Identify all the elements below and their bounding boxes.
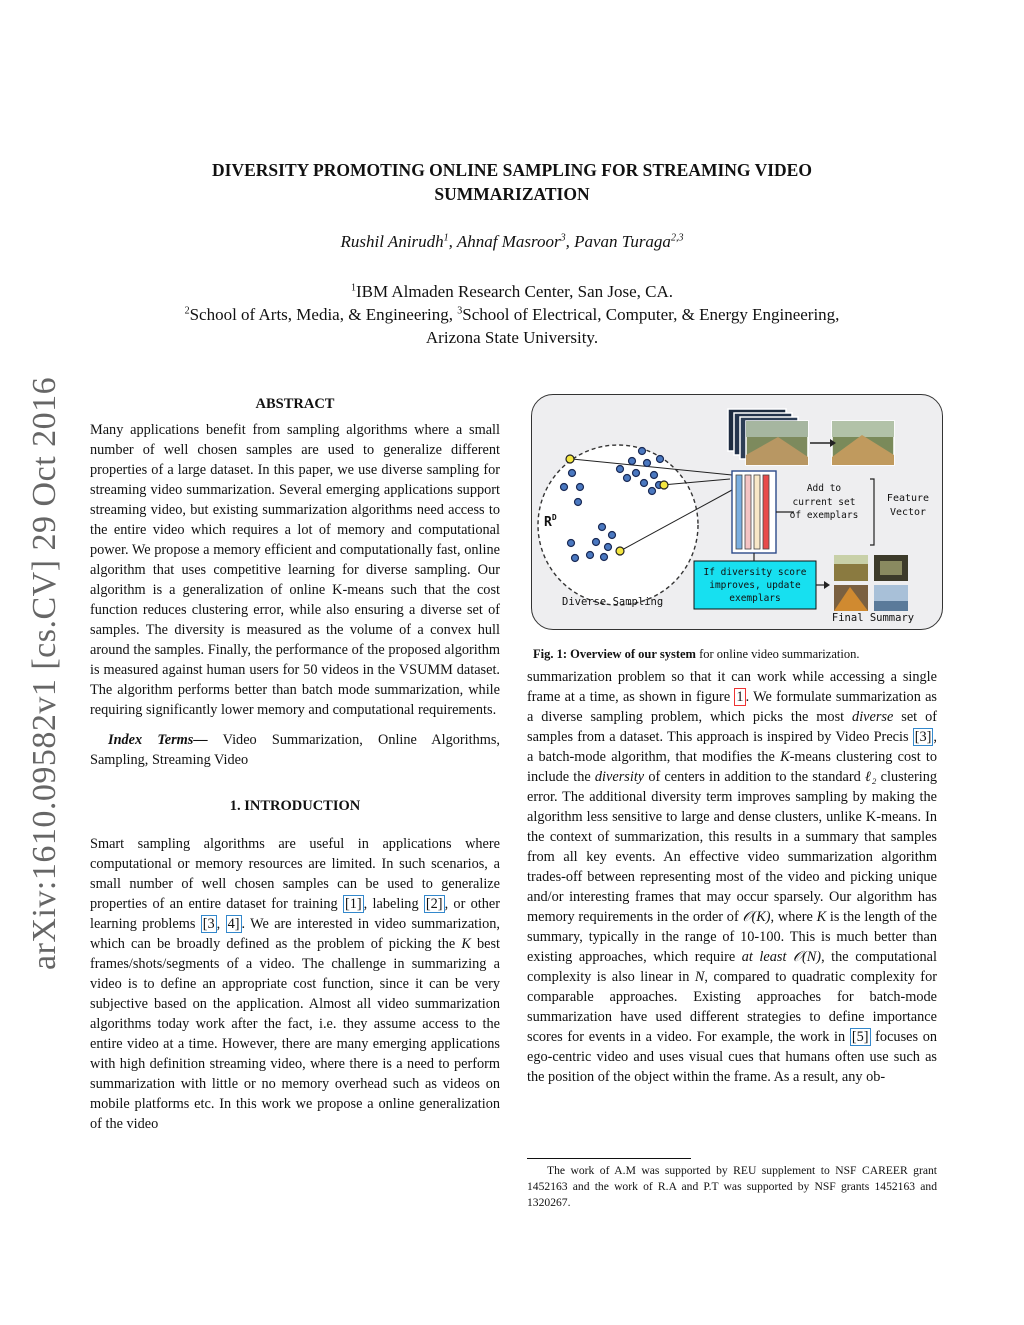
title-line-2: SUMMARIZATION: [434, 184, 590, 204]
math-atleast: at least 𝒪(N): [741, 949, 822, 965]
intro-text-d: . We are interested in video summarization, which can be broadly defined as the problem of picking the: [90, 916, 500, 952]
arxiv-stamp-text: arXiv:1610.09582v1 [cs.CV] 29 Oct 2016: [26, 376, 63, 970]
math-k3: K: [816, 909, 827, 925]
r-text-e: -means clustering cost to include the: [527, 749, 937, 785]
paper-title: [90, 158, 934, 206]
caption-bold: Overview of our system: [570, 647, 696, 661]
index-terms-label: Index Terms—: [108, 732, 208, 748]
r-text-i: is the length of the summary, typically in the range of 10-100. This is much better than existing approaches, which require: [527, 909, 937, 965]
r-text-d: , a batch-mode algorithm, that modifies the: [527, 729, 937, 765]
caption-label: Fig. 1: [533, 647, 563, 661]
r-text-g: clustering error. The additional diversity term improves sampling by making the algorithm less sensitive to large and dense clusters, unlike K-means. In the context of summarization, this results in a summary that samples from all key events. An effective video summarization algorithm trades-off between representing most of the video and picking unique and/or interesting frames that may occur sparsely. Our algorithm has memory requirements in the order of: [527, 769, 938, 925]
r-text-a: summarization problem so that it can work while accessing a single frame at a time, as shown in figure: [527, 669, 937, 705]
index-terms: [90, 730, 500, 770]
r-text-h: , where: [770, 909, 817, 925]
citation-5[interactable]: [5]: [851, 1029, 869, 1045]
intro-text-a: Smart sampling algorithms are useful in applications where computational or memory resources are limited. In such scenarios, a small number of well chosen samples can be used to generalize properties of an entire dataset for training: [90, 836, 500, 912]
author-3: Pavan Turaga: [574, 232, 671, 251]
author-2: Ahnaf Masroor: [456, 232, 561, 251]
r-text-c: set of samples from a dataset. This approach is inspired by Video Precis: [527, 709, 937, 745]
author-2-affil: 3: [560, 232, 566, 244]
author-1-affil: 1: [443, 232, 449, 244]
author-3-affil: 2,3: [670, 232, 684, 244]
affil-2: School of Arts, Media, & Engineering,: [189, 305, 458, 324]
affil-1: IBM Almaden Research Center, San Jose, CA.: [355, 282, 674, 301]
em-diversity: diversity: [594, 769, 645, 785]
math-k2: K: [780, 749, 790, 765]
citation-3[interactable]: [3: [202, 916, 215, 932]
r-text-b: . We formulate summarization as a diverse sampling problem, which picks the most: [527, 689, 938, 725]
svg-text:exemplars: exemplars: [729, 593, 781, 604]
figure-1: [531, 394, 943, 630]
affil-3: School of Electrical, Computer, & Energy Engineering,: [462, 305, 840, 324]
affiliations: [90, 280, 934, 349]
author-list: Rushil Anirudh$^1$, Ahnaf Masroor$^3$, Pavan Turaga$^{2,3}$: [340, 232, 684, 251]
math-k: K: [461, 936, 471, 952]
svg-text:Vector: Vector: [889, 507, 927, 518]
abstract-heading: ABSTRACT: [255, 396, 335, 412]
left-column: [90, 394, 500, 1134]
r-text-j: , the computational complexity is also linear in: [527, 949, 937, 985]
intro-heading: 1. INTRODUCTION: [229, 798, 361, 814]
math-ok: 𝒪(K): [742, 909, 771, 925]
final-summary-label: Final Summary: [831, 612, 915, 624]
feature-vector-label: [887, 493, 929, 518]
add-to-exemplars-label: [790, 483, 859, 521]
rd-label: $R^D$: [544, 513, 557, 530]
svg-text:of exemplars: of exemplars: [789, 510, 859, 521]
svg-text:improves, update: improves, update: [709, 580, 801, 591]
svg-text:If diversity score: If diversity score: [703, 567, 807, 578]
citation-1[interactable]: [1]: [345, 896, 362, 912]
video-frames-stack: [728, 409, 894, 465]
citation-3b[interactable]: [3]: [914, 729, 932, 745]
svg-text:current set: current set: [792, 497, 856, 508]
footnote: The work of A.M was supported by REU supplement to NSF CAREER grant 1452163 and the work of R.A and P.T was supported by NSF grants 1452163 and 1320267.: [527, 1164, 937, 1209]
author-1: Rushil Anirudh: [340, 232, 444, 251]
r-text-k: , compared to quadratic complexity for comparable approaches. Existing approaches for batch-mode summarization have used different strategies to define importance scores for events in a video. For example, the work in: [527, 969, 937, 1045]
intro-text-c: , or other learning problems: [90, 896, 501, 932]
svg-text:Add to: Add to: [806, 483, 842, 494]
intro-paragraph: Smart sampling algorithms are useful in applications where computational or memory resources are limited. In such scenarios, a small number of well chosen samples can be used to generalize properties of an entire dataset for training [1] , labeling [2] , or other learning problems [3 , 4] . We are interested in video summarization, which can be broadly defined as the problem of picking the K best frames/shots/segments of a video. The challenge in summarizing a video is to define an appropriate cost function, since it can be very subjective based on the application. Almost all video summarization algorithms today work after the fact, i.e. they assume access to the entire video at a time. However, there are many emerging applications with high definition streaming video, where there is a need to perform summarization with little or no memory overhead such as videos on mobile platforms etc. In this work we propose a online generalization of the video: [90, 836, 501, 1132]
figure-diagram: [532, 395, 942, 629]
intro-continued: [527, 667, 937, 1087]
intro-text-b: , labeling: [363, 896, 424, 912]
summary-thumbnails: [834, 555, 908, 611]
affil-1-sup: 1: [350, 282, 356, 294]
title-line-1: DIVERSITY PROMOTING ONLINE SAMPLING FOR STREAMING VIDEO: [212, 160, 812, 180]
right-column: [527, 667, 937, 1087]
math-n: N: [694, 969, 705, 985]
citation-2[interactable]: [2]: [425, 896, 443, 912]
feature-bars: [732, 471, 794, 571]
figure-ref[interactable]: 1: [736, 689, 744, 705]
abstract-text: Many applications benefit from sampling algorithms where a small number of well chosen samples are used to generalize different properties of a large dataset. In this paper, we use diverse sampling for streaming video summarization. Several emerging applications support streaming video, but existing summarization algorithms need access to the entire video which requires a lot of memory and computational power. We propose a memory efficient and computationally fast, online algorithm that uses competitive learning for diverse sampling. Our algorithm is a generalization of online K-means such that the cost function reduces clustering error, while also ensuring a diverse set of samples. The diversity is measured as the volume of a convex hull around the samples. Finally, the performance of the proposed algorithm is measured against human users for 50 videos in the VSUMM dataset. The algorithm performs better than batch mode summarization, while requiring significantly lower memory and computational requirements.: [90, 422, 500, 718]
affil-4: Arizona State University.: [425, 328, 599, 347]
r-text-l: focuses on ego-centric video and uses visual cues that humans often use such as the position of the object within the frame. As a result, any ob-: [527, 1029, 937, 1085]
arxiv-stamp: [22, 330, 62, 970]
r-text-f: of centers in addition to the standard: [644, 769, 865, 785]
caption-rest: for online video summarization.: [695, 647, 860, 661]
footnote-rule: [527, 1158, 691, 1159]
figure-caption: Fig. 1: Overview of our system for online video summarization.: [533, 647, 860, 661]
index-terms-text: Video Summarization, Online Algorithms, Sampling, Streaming Video: [90, 732, 501, 768]
citation-4[interactable]: 4]: [227, 916, 240, 932]
svg-text:Feature: Feature: [886, 493, 930, 504]
math-l2: ℓ₂: [864, 769, 877, 785]
affil-3-sup: 3: [457, 305, 463, 317]
diverse-sampling-label: Diverse Sampling: [562, 596, 664, 608]
em-diverse: diverse: [852, 709, 894, 725]
affil-2-sup: 2: [184, 305, 190, 317]
intro-text-e: best frames/shots/segments of a video. The challenge in summarizing a video is to define an appropriate cost function, since it can be very subjective based on the application. Almost all video summarization algorithms today work after the fact, i.e. they assume access to the entire video at a time. However, there are many emerging applications with high definition streaming video, where there is a need to perform summarization with little or no memory overhead such as videos on mobile platforms etc. In this work we propose a online generalization of the video: [90, 936, 500, 1132]
